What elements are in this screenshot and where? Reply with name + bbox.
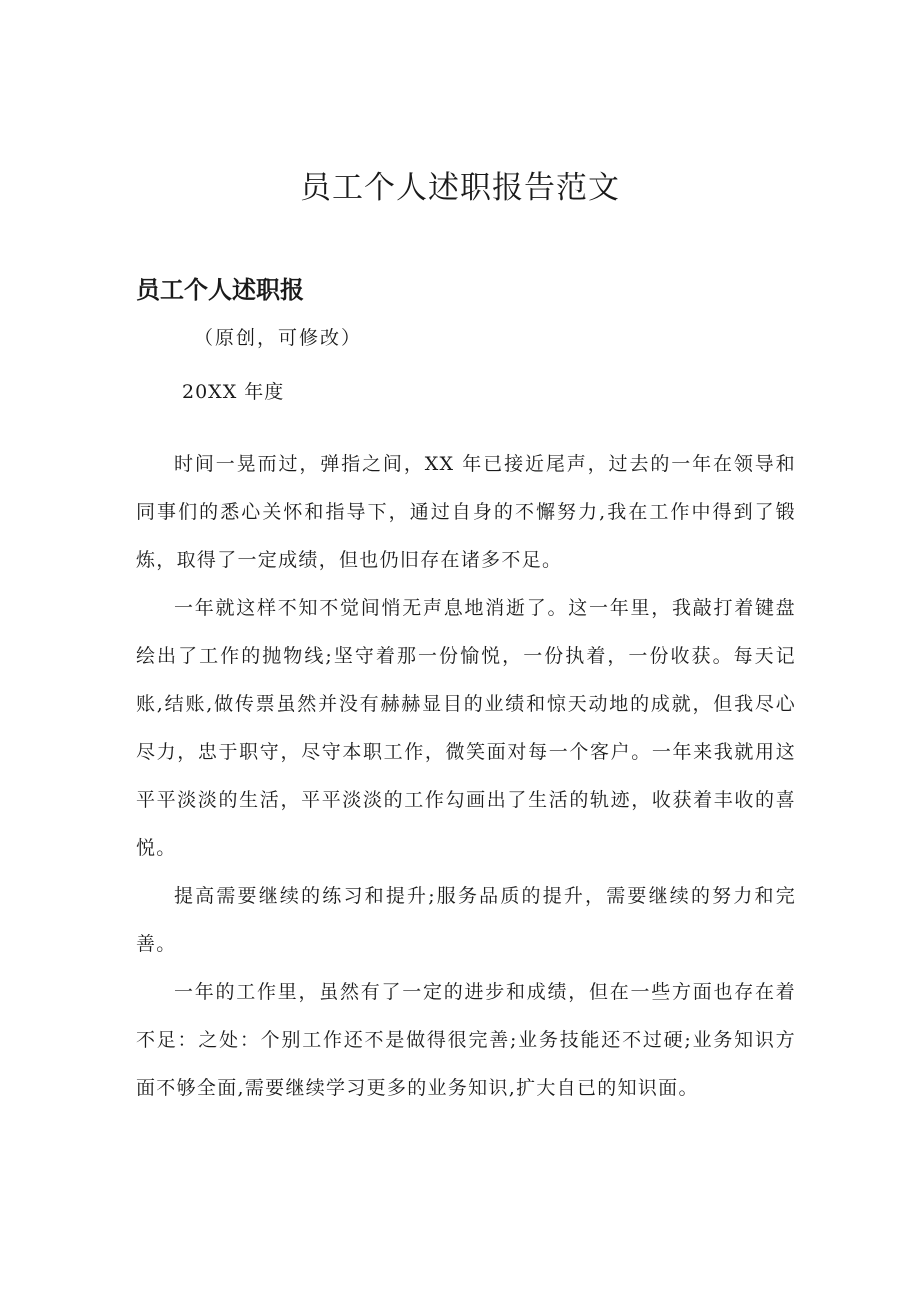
section-heading: 员工个人述职报 (136, 276, 304, 304)
year-label: 20XX 年度 (182, 381, 285, 403)
paragraph: 时间一晃而过，弹指之间，XX 年已接近尾声，过去的一年在领导和同事们的悉心关怀和指导下，通过自身的不懈努力,我在工作中得到了锻炼，取得了一定成绩，但也仍旧存在诸多不足。 (136, 453, 796, 571)
paragraph: 一年的工作里，虽然有了一定的进步和成绩，但在一些方面也存在着不足：之处：个别工作还不是做得很完善;业务技能还不过硬;业务知识方面不够全面,需要继续学习更多的业务知识,扩大自已的知识面。 (136, 981, 796, 1099)
document-title: 员工个人述职报告范文 (300, 170, 620, 206)
paragraph: 提高需要继续的练习和提升;服务品质的提升，需要继续的努力和完善。 (136, 885, 796, 955)
document-body (136, 440, 796, 1112)
original-note: （原创，可修改） (194, 327, 363, 349)
paragraph: 一年就这样不知不觉间悄无声息地消逝了。这一年里，我敲打着键盘绘出了工作的抛物线;坚守着那一份愉悦，一份执着，一份收获。每天记账,结账,做传票虽然并没有赫赫显目的业绩和惊天动地的成就，但我尽心尽力，忠于职守，尽守本职工作，微笑面对每一个客户。一年来我就用这平平淡淡的生活，平平淡淡的工作勾画出了生活的轨迹，收获着丰收的喜悦。 (136, 597, 796, 859)
